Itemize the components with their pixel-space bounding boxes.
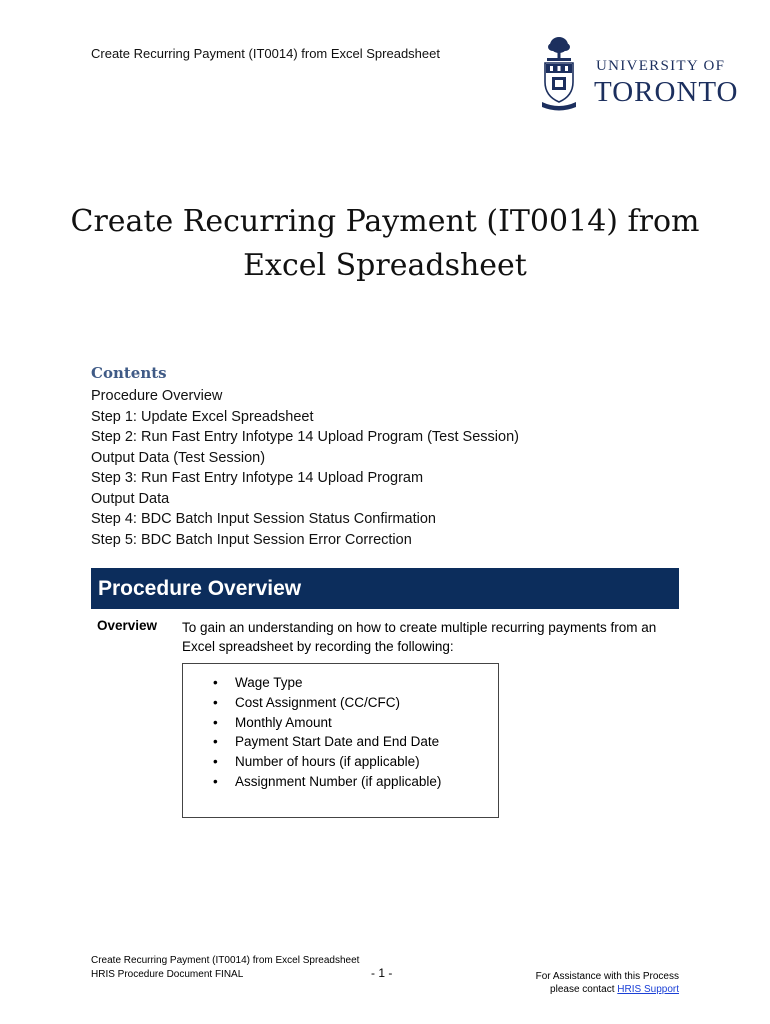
toc-item[interactable]: Output Data	[91, 490, 170, 507]
toc-item[interactable]: Procedure Overview	[91, 388, 223, 404]
title-line-2: Excel Spreadsheet	[243, 248, 527, 283]
page-number: - 1 -	[371, 966, 393, 980]
list-item: • Assignment Number (if applicable)	[213, 772, 441, 792]
contents-heading: Contents	[91, 364, 167, 382]
list-item: • Number of hours (if applicable)	[213, 752, 441, 772]
toc-item[interactable]: Step 4: BDC Batch Input Session Status Confirmation	[91, 511, 436, 527]
footer-doc-status: HRIS Procedure Document FINAL	[91, 969, 244, 980]
title-line-1: Create Recurring Payment (IT0014) from	[70, 204, 700, 239]
recorded-fields-list	[213, 673, 441, 792]
list-item: • Wage Type	[213, 673, 441, 693]
footer-document-info	[91, 954, 359, 982]
toc-item[interactable]: Step 3: Run Fast Entry Infotype 14 Upload Program	[91, 470, 424, 486]
crest-icon	[538, 36, 580, 112]
recorded-fields-box	[182, 663, 499, 818]
overview-text: To gain an understanding on how to create multiple recurring payments from an Excel spreadsheet by recording the following:	[182, 620, 657, 654]
running-header: Create Recurring Payment (IT0014) from Excel Spreadsheet	[91, 46, 440, 61]
hris-support-link[interactable]: HRIS Support	[617, 984, 679, 995]
logo-toronto: TORONTO	[594, 76, 739, 108]
toc-item[interactable]: Step 1: Update Excel Spreadsheet	[91, 408, 314, 425]
toc-item[interactable]: Step 5: BDC Batch Input Session Error Correction	[91, 531, 412, 548]
toc-item[interactable]: Output Data (Test Session)	[91, 449, 266, 466]
table-of-contents	[91, 386, 519, 550]
logo-university-of: UNIVERSITY OF	[596, 58, 726, 74]
section-heading: Procedure Overview	[98, 577, 302, 600]
overview-label: Overview	[97, 618, 158, 633]
document-title	[60, 200, 710, 288]
footer-doc-title: Create Recurring Payment (IT0014) from Excel Spreadsheet	[91, 955, 360, 966]
section-heading-bar	[91, 568, 679, 609]
toc-item[interactable]: Step 2: Run Fast Entry Infotype 14 Upload Program (Test Session)	[91, 429, 519, 445]
footer-contact-prefix: please contact	[550, 984, 618, 995]
list-item: • Cost Assignment (CC/CFC)	[213, 693, 441, 713]
list-item: • Monthly Amount	[213, 713, 441, 733]
university-logo	[538, 36, 738, 116]
footer-assist-line: For Assistance with this Process	[535, 971, 679, 982]
list-item: • Payment Start Date and End Date	[213, 732, 441, 752]
footer-contact-line	[460, 983, 679, 996]
footer-assistance	[460, 970, 679, 996]
